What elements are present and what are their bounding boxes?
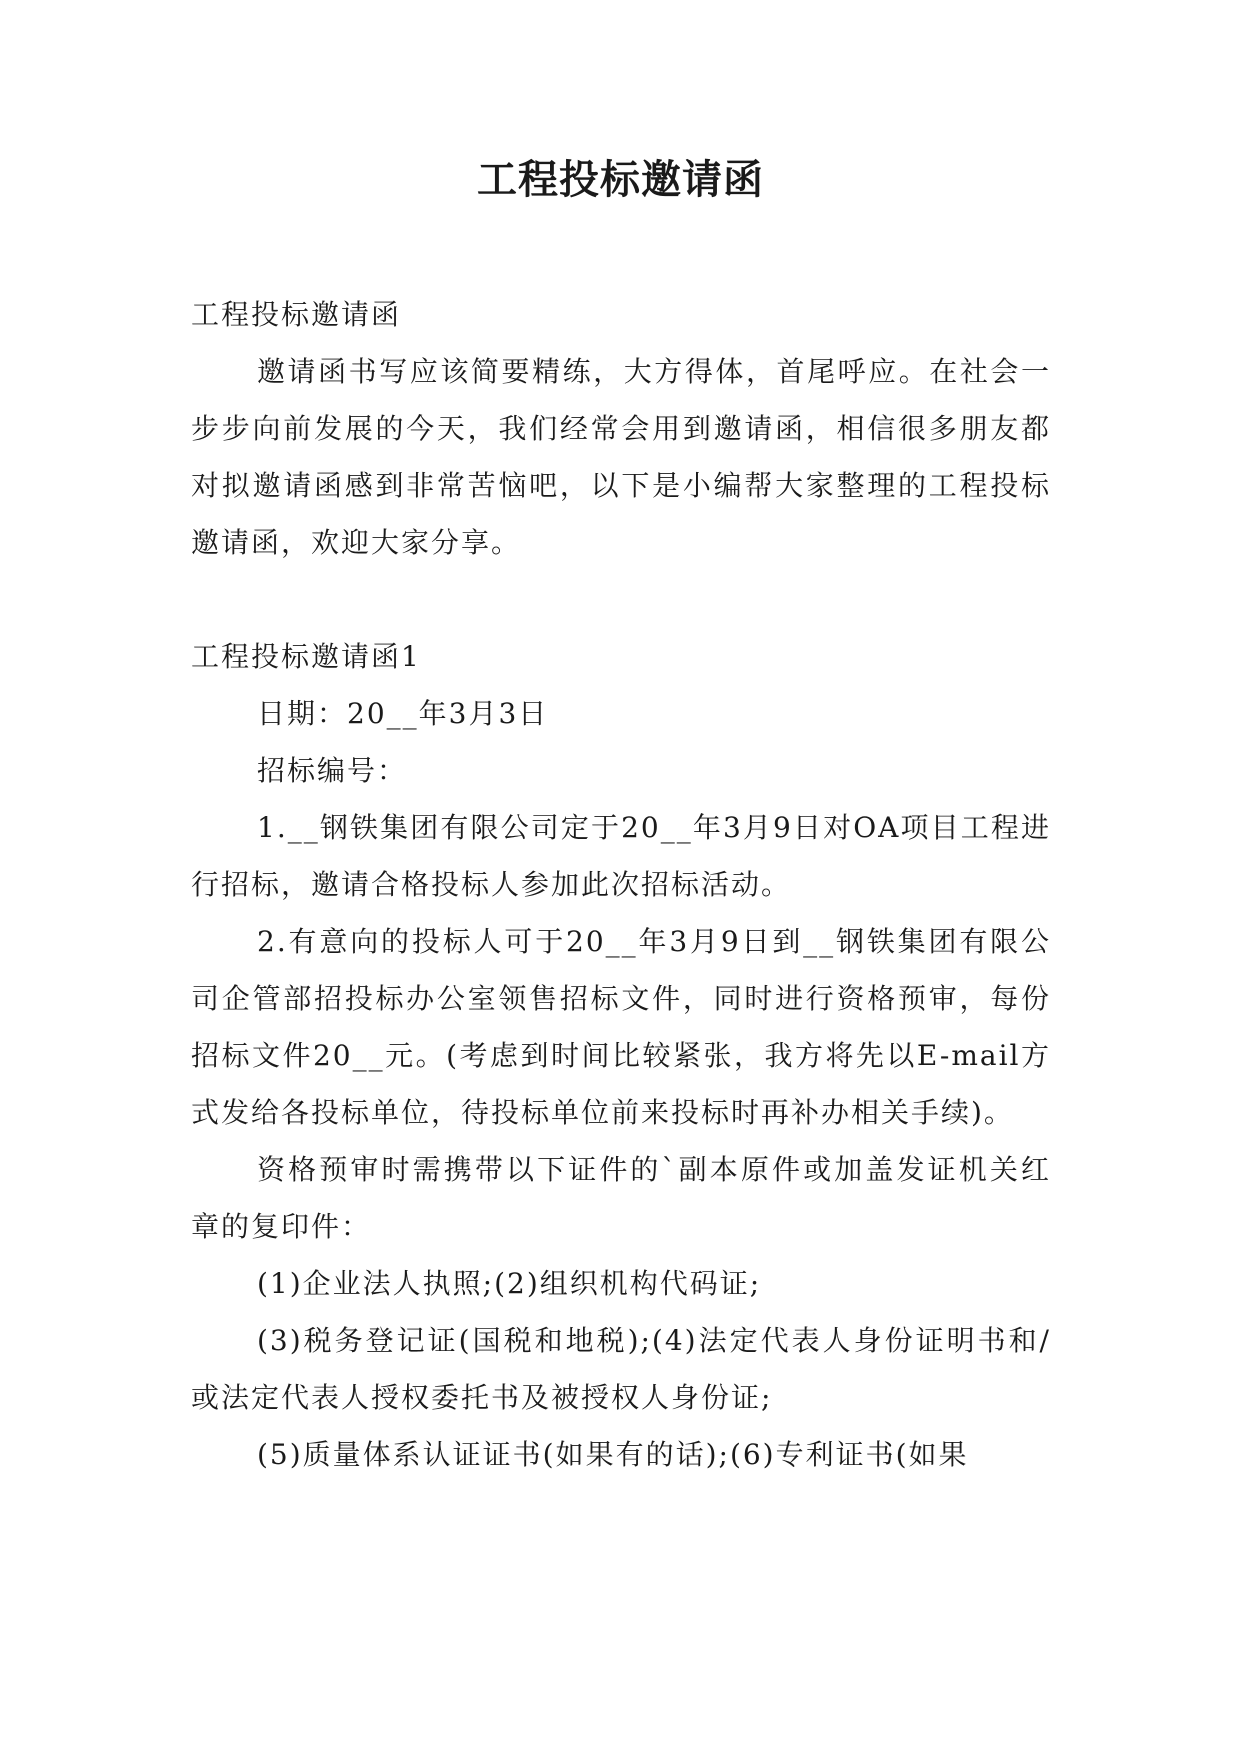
documents-required: 资格预审时需携带以下证件的`副本原件或加盖发证机关红章的复印件：	[191, 1153, 1051, 1243]
document-title: 工程投标邀请函	[477, 156, 764, 203]
list-item: (5)质量体系认证证书(如果有的话);(6)专利证书(如果	[257, 1438, 969, 1471]
list-item: (3)税务登记证(国税和地税);(4)法定代表人身份证明书和/或法定代表人授权委托书及被授权人身份证;	[191, 1324, 1051, 1414]
paragraph-gap	[191, 571, 1051, 628]
document-body	[191, 286, 1051, 1483]
tender-number-line: 招标编号：	[257, 754, 408, 787]
section-heading: 工程投标邀请函	[191, 298, 402, 331]
letter-heading: 工程投标邀请函1	[191, 640, 421, 673]
clause-2: 2.有意向的投标人可于20__年3月9日到__钢铁集团有限公司企管部招投标办公室领售招标文件，同时进行资格预审，每份招标文件20__元。(考虑到时间比较紧张，我方将先以E-mail方式发给各投标单位，待投标单位前来投标时再补办相关手续)。	[191, 925, 1051, 1129]
list-item: (1)企业法人执照;(2)组织机构代码证;	[257, 1267, 762, 1300]
clause-1: 1.__钢铁集团有限公司定于20__年3月9日对OA项目工程进行招标，邀请合格投标人参加此次招标活动。	[191, 811, 1051, 901]
intro-paragraph: 邀请函书写应该简要精练，大方得体，首尾呼应。在社会一步步向前发展的今天，我们经常会用到邀请函，相信很多朋友都对拟邀请函感到非常苦恼吧，以下是小编帮大家整理的工程投标邀请函，欢迎大家分享。	[191, 355, 1051, 559]
date-line: 日期：20__年3月3日	[257, 697, 549, 730]
